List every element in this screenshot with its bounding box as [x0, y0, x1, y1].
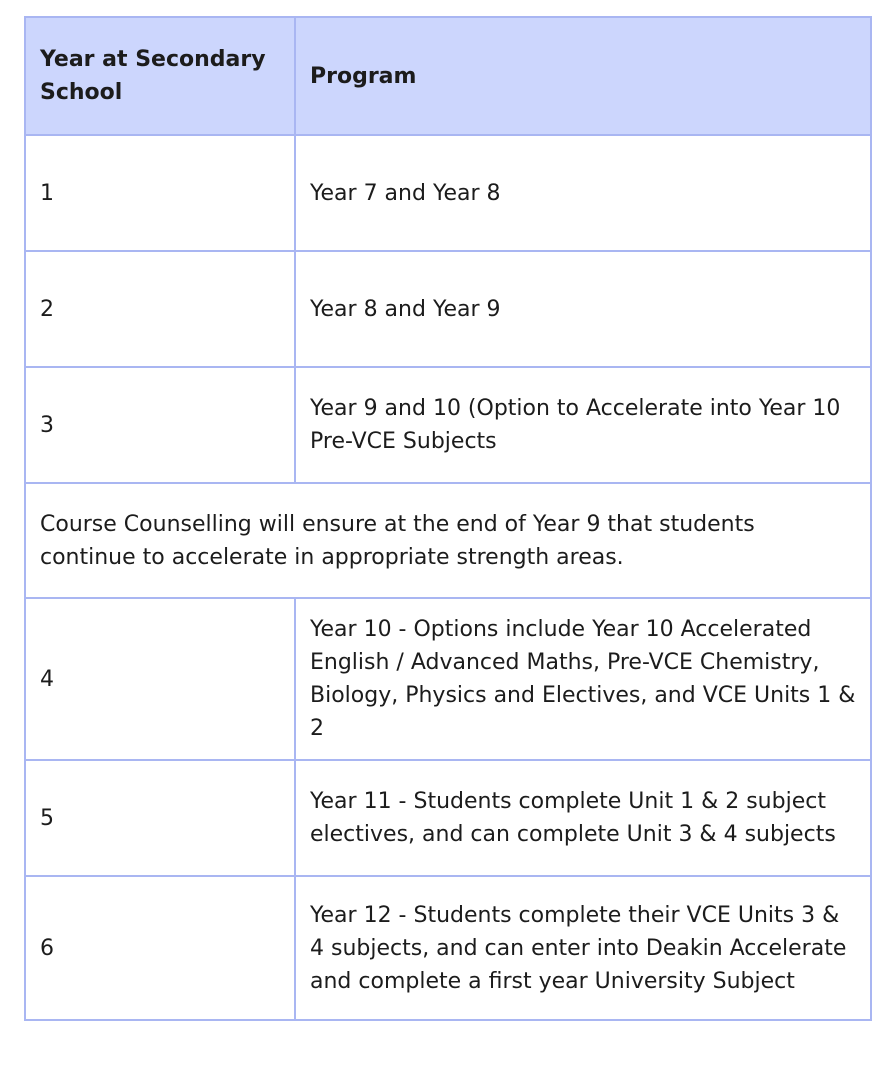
year-cell: 1 [25, 135, 295, 251]
program-table-container [24, 16, 870, 1021]
year-cell: 3 [25, 367, 295, 483]
program-cell: Year 7 and Year 8 [295, 135, 871, 251]
table-row [25, 367, 871, 483]
header-year-at-secondary-school: Year at Secondary School [25, 17, 295, 135]
table-row [25, 135, 871, 251]
table-row [25, 598, 871, 760]
program-table [24, 16, 872, 1021]
program-cell: Year 10 - Options include Year 10 Accelerated English / Advanced Maths, Pre-VCE Chemistry, Biology, Physics and Electives, and VCE Units 1 & 2 [295, 598, 871, 760]
program-cell: Year 8 and Year 9 [295, 251, 871, 367]
table-row [25, 876, 871, 1020]
program-cell: Year 12 - Students complete their VCE Units 3 & 4 subjects, and can enter into Deakin Accelerate and complete a first year University Subject [295, 876, 871, 1020]
header-program: Program [295, 17, 871, 135]
year-cell: 4 [25, 598, 295, 760]
year-cell: 6 [25, 876, 295, 1020]
year-cell: 5 [25, 760, 295, 876]
program-cell: Year 11 - Students complete Unit 1 & 2 subject electives, and can complete Unit 3 & 4 subjects [295, 760, 871, 876]
table-header-row [25, 17, 871, 135]
table-row-note [25, 483, 871, 598]
table-row [25, 760, 871, 876]
year-cell: 2 [25, 251, 295, 367]
program-cell: Year 9 and 10 (Option to Accelerate into Year 10 Pre-VCE Subjects [295, 367, 871, 483]
course-counselling-note: Course Counselling will ensure at the end of Year 9 that students continue to accelerate in appropriate strength areas. [25, 483, 871, 598]
table-row [25, 251, 871, 367]
